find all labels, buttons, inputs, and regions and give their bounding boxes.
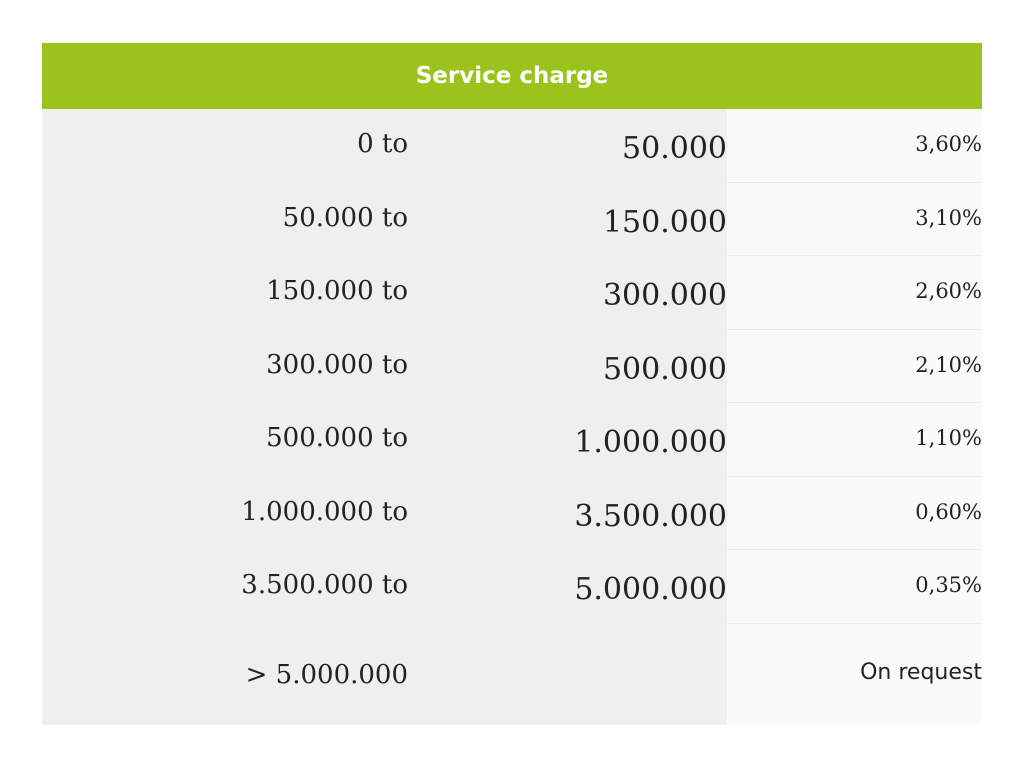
range-from: 0 to (42, 109, 408, 183)
rate: 1,10% (727, 403, 982, 477)
rate: 2,10% (727, 330, 982, 404)
range-to: 50.000 (408, 109, 727, 183)
rate: 3,60% (727, 109, 982, 183)
rate: 3,10% (727, 183, 982, 257)
range-from: 1.000.000 to (42, 477, 408, 551)
range-to (408, 624, 727, 725)
rate: 0,35% (727, 550, 982, 624)
table-row (42, 477, 982, 551)
table-row (42, 330, 982, 404)
range-to: 5.000.000 (408, 550, 727, 624)
range-from: 300.000 to (42, 330, 408, 404)
range-to: 500.000 (408, 330, 727, 404)
service-charge-table (42, 43, 982, 725)
rate: On request (727, 624, 982, 725)
range-from: 3.500.000 to (42, 550, 408, 624)
rate: 0,60% (727, 477, 982, 551)
table-row (42, 256, 982, 330)
range-from: > 5.000.000 (42, 624, 408, 725)
table-header (42, 43, 982, 109)
range-to: 1.000.000 (408, 403, 727, 477)
range-from: 150.000 to (42, 256, 408, 330)
range-to: 300.000 (408, 256, 727, 330)
range-to: 150.000 (408, 183, 727, 257)
range-from: 500.000 to (42, 403, 408, 477)
table-row (42, 109, 982, 183)
table-title: Service charge (415, 63, 609, 89)
range-to: 3.500.000 (408, 477, 727, 551)
table-row (42, 550, 982, 624)
table-row (42, 624, 982, 725)
table-row (42, 403, 982, 477)
table-row (42, 183, 982, 257)
rate: 2,60% (727, 256, 982, 330)
range-from: 50.000 to (42, 183, 408, 257)
